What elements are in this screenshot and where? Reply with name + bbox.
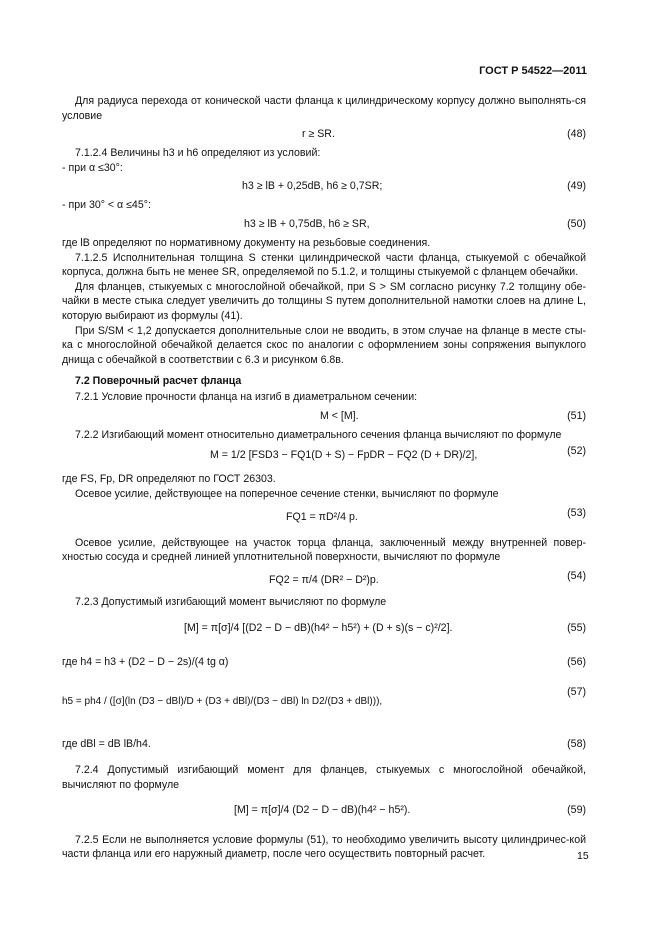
paragraph-lb: где lB определяют по нормативному документу на резьбовые соединения. bbox=[62, 237, 431, 250]
paragraph-7125: 7.1.2.5 Исполнительная толщина S стенки цилиндрической части фланца, стыкуемой с обечайкой корпуса, должна быть не менее SR, определяемой по 5.1.2, и толщины стыкуемой с фланцем обечайки. bbox=[62, 251, 586, 279]
equation-52 bbox=[62, 442, 586, 472]
equation-58-formula: где dBl = dB lB/h4. bbox=[62, 738, 151, 751]
equation-50 bbox=[62, 213, 586, 236]
paragraph-axial-2: Осевое усилие, действующее на участок торца фланца, заключенный между внутренней повер-хностью сосуда и средней линией уплотнительной поверхности, вычисляют по формуле bbox=[62, 536, 586, 564]
equation-59 bbox=[62, 793, 586, 829]
equation-52-number: (52) bbox=[567, 445, 586, 458]
paragraph-case-2: - при 30° < α ≤45°: bbox=[62, 199, 151, 212]
equation-56-number: (56) bbox=[567, 656, 586, 669]
paragraph-case-1: - при α ≤30°: bbox=[62, 161, 123, 174]
equation-53 bbox=[62, 502, 586, 532]
equation-48-number: (48) bbox=[567, 128, 586, 141]
equation-59-number: (59) bbox=[567, 803, 586, 816]
equation-48 bbox=[62, 123, 586, 146]
equation-53-formula: FQ1 = πD²/4 p. bbox=[286, 510, 358, 523]
equation-58 bbox=[62, 725, 586, 759]
page-body bbox=[62, 94, 586, 862]
equation-55-number: (55) bbox=[567, 622, 586, 635]
equation-50-number: (50) bbox=[567, 218, 586, 231]
paragraph-axial-1: Осевое усилие, действующее на поперечное сечение стенки, вычисляют по формуле bbox=[75, 487, 499, 500]
equation-57-formula: h5 = ph4 / ([σ](ln (D3 − dBl)/D + (D3 + dBl)/(D3 − dBl) ln D2/(D3 + dBl))), bbox=[62, 696, 383, 708]
equation-48-formula: r ≥ SR. bbox=[302, 128, 335, 141]
equation-55-formula: [M] = π[σ]/4 [(D2 − D − dB)(h4² − h5²) + (D + s)(s − c)²/2]. bbox=[184, 622, 453, 635]
equation-50-formula: h3 ≥ lB + 0,75dB, h6 ≥ SR, bbox=[244, 218, 370, 231]
equation-54-formula: FQ2 = π/4 (DR² − D²)p. bbox=[269, 573, 379, 586]
equation-53-number: (53) bbox=[567, 506, 586, 519]
paragraph-723: 7.2.3 Допустимый изгибающий момент вычисляют по формуле bbox=[75, 595, 387, 608]
equation-55 bbox=[62, 609, 586, 649]
paragraph-radius: Для радиуса перехода от конической части фланца к цилиндрическому корпусу должно выполнять-ся условие bbox=[62, 95, 586, 122]
equation-56 bbox=[62, 649, 586, 679]
equation-54-number: (54) bbox=[567, 569, 586, 582]
equation-59-formula: [M] = π[σ]/4 (D2 − D − dB)(h4² − h5²). bbox=[234, 803, 411, 816]
paragraph-724: 7.2.4 Допустимый изгибающий момент для фланцев, стыкуемых с многослойной обечайкой, вычисляют по формуле bbox=[62, 764, 586, 792]
paragraph-multilayer: Для фланцев, стыкуемых с многослойной обечайкой, при S > SM согласно рисунку 7.2 толщину обе-чайки в месте стыка следует увеличить до толщины S путем дополнительной намотки слоев на длине L, которую выбирают из формулы (41). bbox=[62, 280, 586, 323]
equation-51-number: (51) bbox=[567, 409, 586, 422]
equation-51-formula: M < [M]. bbox=[320, 409, 359, 422]
paragraph-fs: где FS, Fp, DR определяют по ГОСТ 26303. bbox=[62, 473, 276, 486]
section-heading-7-2: 7.2 Поверочный расчет фланца bbox=[75, 374, 242, 387]
paragraph-721: 7.2.1 Условие прочности фланца на изгиб в диаметральном сечении: bbox=[75, 391, 418, 404]
paragraph-725: 7.2.5 Если не выполняется условие формулы (51), то необходимо увеличить высоту цилиндричес-кой части фланца или его наружный диаметр, после чего осуществить повторный расчет. bbox=[62, 833, 586, 861]
equation-54 bbox=[62, 565, 586, 595]
equation-57-number: (57) bbox=[567, 686, 586, 699]
equation-49 bbox=[62, 175, 586, 198]
document-code: ГОСТ Р 54522—2011 bbox=[479, 65, 587, 77]
equation-49-number: (49) bbox=[567, 180, 586, 193]
equation-51 bbox=[62, 405, 586, 428]
page-number: 15 bbox=[577, 850, 589, 862]
equation-56-formula: где h4 = h3 + (D2 − D − 2s)/(4 tg α) bbox=[62, 656, 229, 669]
paragraph-s-sm: При S/SM < 1,2 допускается дополнительные слои не вводить, в этом случае на фланце в месте сты-ка с многослойной обечайкой делается скос по аналогии с оформлением зоны сопряжения выпуклого днища с обечайкой в соответствии с 6.3 и рисунком 6.8в. bbox=[62, 324, 586, 366]
equation-52-formula: M = 1/2 [FSD3 − FQ1(D + S) − FpDR − FQ2 (D + DR)/2], bbox=[210, 449, 478, 462]
equation-58-number: (58) bbox=[567, 738, 586, 751]
paragraph-7124: 7.1.2.4 Величины h3 и h6 определяют из условий: bbox=[75, 147, 321, 160]
equation-57 bbox=[62, 679, 586, 725]
equation-49-formula: h3 ≥ lB + 0,25dB, h6 ≥ 0,7SR; bbox=[242, 180, 383, 193]
paragraph-722: 7.2.2 Изгибающий момент относительно диаметрального сечения фланца вычисляют по формуле bbox=[75, 428, 562, 441]
